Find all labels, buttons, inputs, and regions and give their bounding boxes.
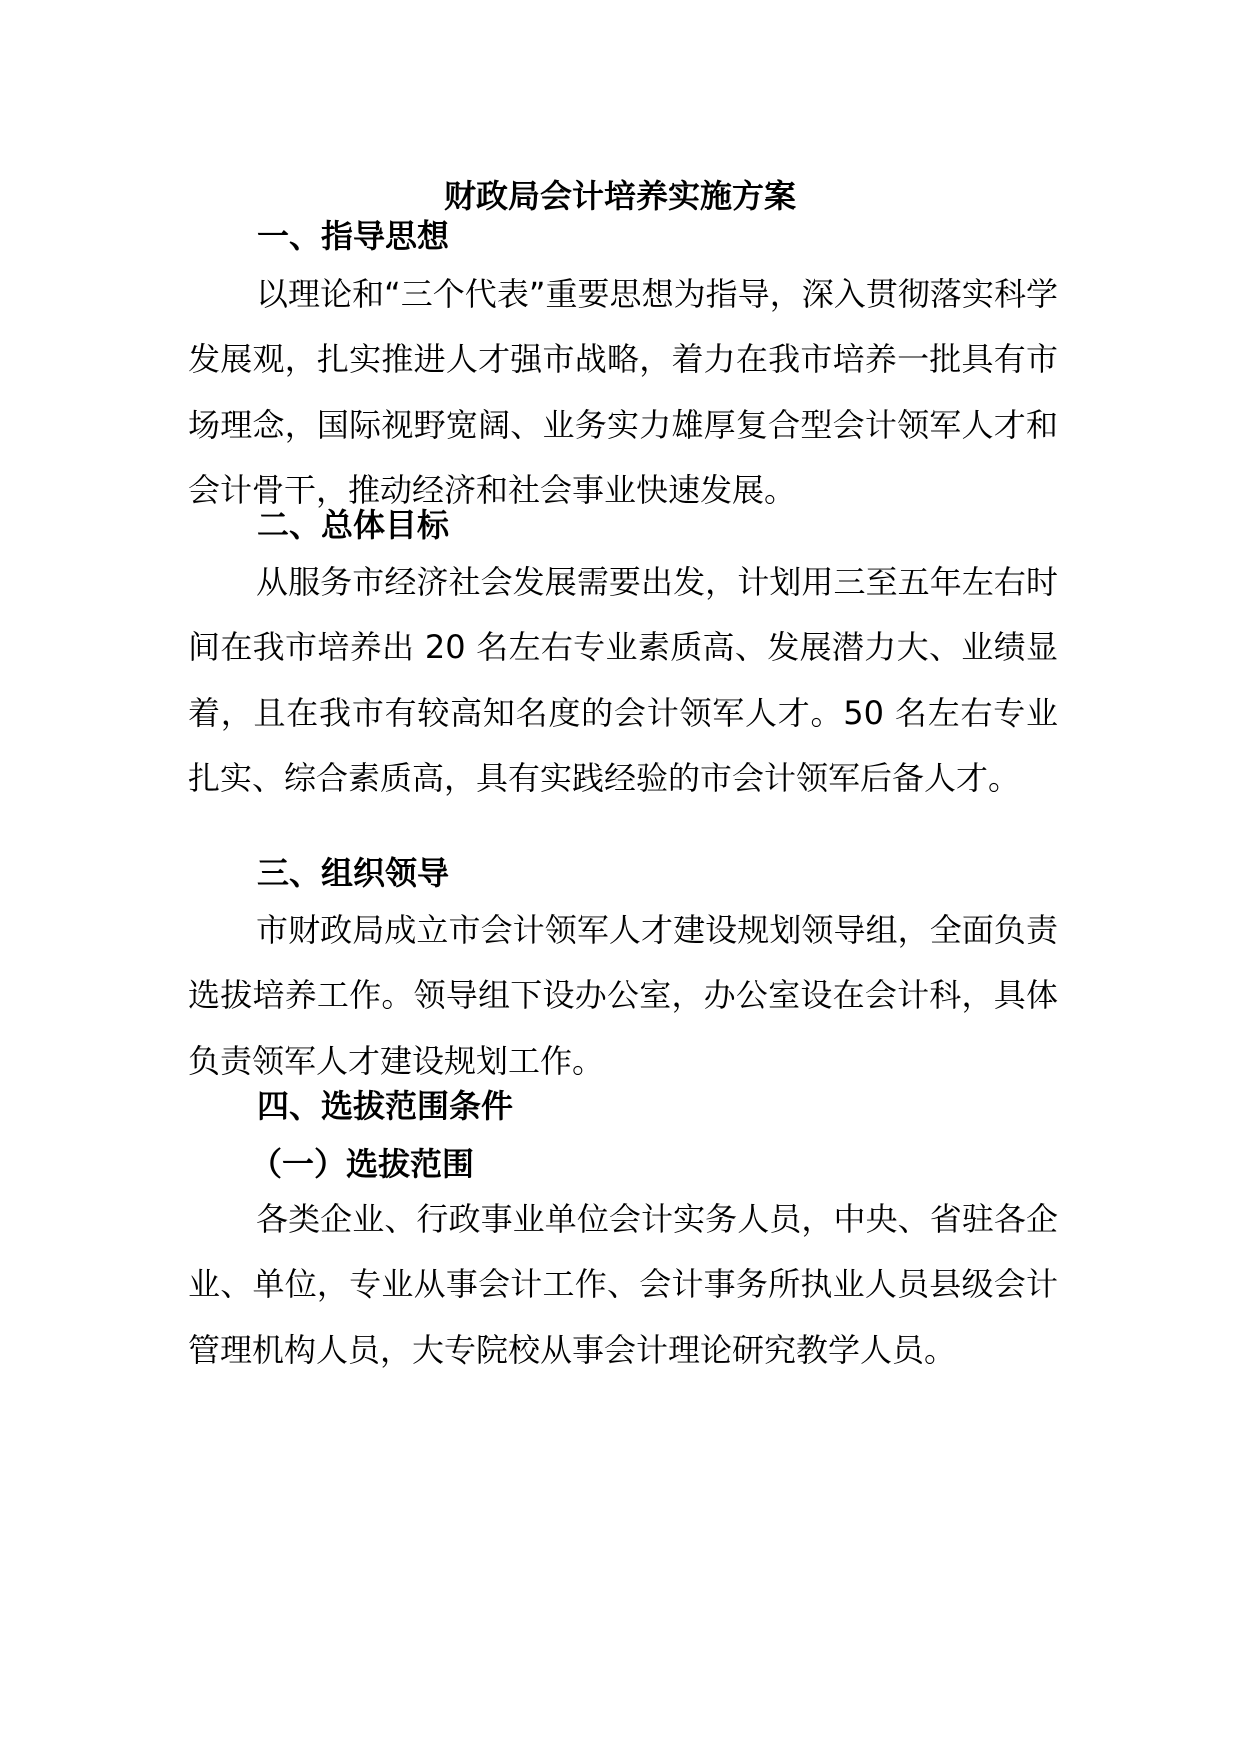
section-paragraph-selection-scope: 各类企业、行政事业单位会计实务人员，中央、省驻各企业、单位，专业从事会计工作、会计事务所执业人员县级会计管理机构人员，大专院校从事会计理论研究教学人员。 <box>188 1200 1058 1369</box>
section-heading-overall-goal: 二、总体目标 <box>257 506 450 544</box>
section-paragraph-organization: 市财政局成立市会计领军人才建设规划领导组，全面负责选拔培养工作。领导组下设办公室，办公室设在会计科，具体负责领军人才建设规划工作。 <box>188 911 1058 1080</box>
section-heading-guiding-ideology: 一、指导思想 <box>257 217 450 255</box>
section-paragraph-guiding-ideology: 以理论和“三个代表”重要思想为指导，深入贯彻落实科学发展观，扎实推进人才强市战略，着力在我市培养一批具有市场理念，国际视野宽阔、业务实力雄厚复合型会计领军人才和会计骨干，推动经济和社会事业快速发展。 <box>188 275 1058 510</box>
subsection-heading-selection-scope: （一）选拔范围 <box>250 1145 475 1183</box>
section-paragraph-overall-goal: 从服务市经济社会发展需要出发，计划用三至五年左右时间在我市培养出 20 名左右专业素质高、发展潜力大、业绩显着，且在我市有较高知名度的会计领军人才。50 名左右专业扎实、综合素质高，具有实践经验的市会计领军后备人才。 <box>188 563 1058 798</box>
section-heading-selection-conditions: 四、选拔范围条件 <box>257 1087 514 1125</box>
document-title: 财政局会计培养实施方案 <box>443 177 796 215</box>
section-heading-organization: 三、组织领导 <box>257 854 450 892</box>
